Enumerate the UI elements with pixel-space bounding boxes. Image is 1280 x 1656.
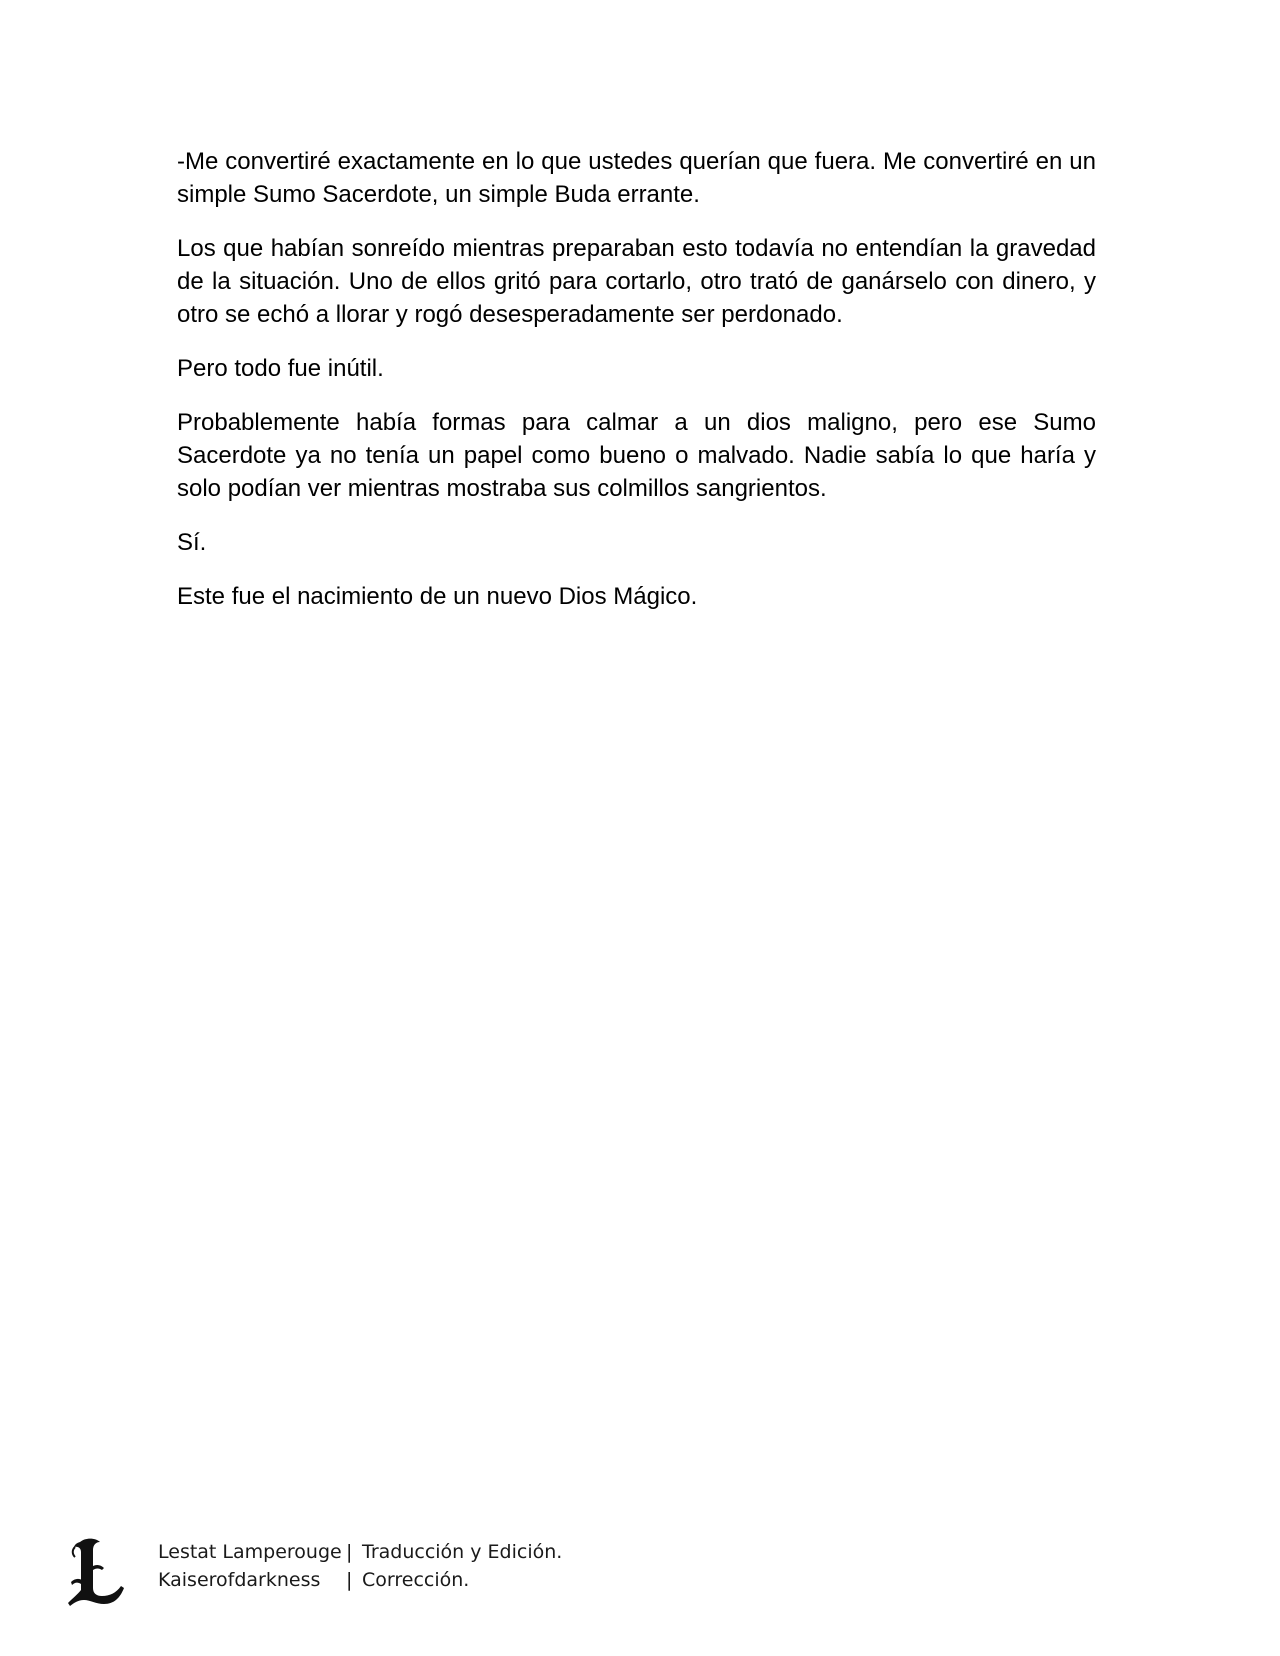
document-body	[177, 145, 1096, 634]
paragraph: Pero todo fue inútil.	[177, 355, 384, 382]
credit-separator: |	[346, 1569, 353, 1591]
credit-role: Traducción y Edición.	[362, 1541, 563, 1563]
credit-line	[158, 1566, 562, 1594]
paragraph: Probablemente había formas para calmar a un dios maligno, pero ese Sumo Sacerdote ya no tenía un papel como bueno o malvado. Nadie sabía lo que haría y solo podían ver mientras mostraba sus colmillos sangrientos.	[177, 409, 1096, 502]
gothic-l-logo-icon	[66, 1536, 126, 1608]
paragraph: -Me convertiré exactamente en lo que ustedes querían que fuera. Me convertiré en un simple Sumo Sacerdote, un simple Buda errante.	[177, 148, 1096, 208]
page-footer	[66, 1536, 766, 1606]
paragraph: Los que habían sonreído mientras preparaban esto todavía no entendían la gravedad de la situación. Uno de ellos gritó para cortarlo, otro trató de ganárselo con dinero, y otro se echó a llorar y rogó desesperadamente ser perdonado.	[177, 235, 1096, 328]
paragraph: Este fue el nacimiento de un nuevo Dios Mágico.	[177, 583, 698, 610]
credit-line	[158, 1538, 562, 1566]
credit-name: Kaiserofdarkness	[158, 1569, 321, 1591]
credits-block	[158, 1538, 562, 1594]
credit-separator: |	[346, 1541, 353, 1563]
paragraph: Sí.	[177, 529, 207, 556]
credit-role: Corrección.	[362, 1569, 470, 1591]
credit-name: Lestat Lamperouge	[158, 1541, 342, 1563]
